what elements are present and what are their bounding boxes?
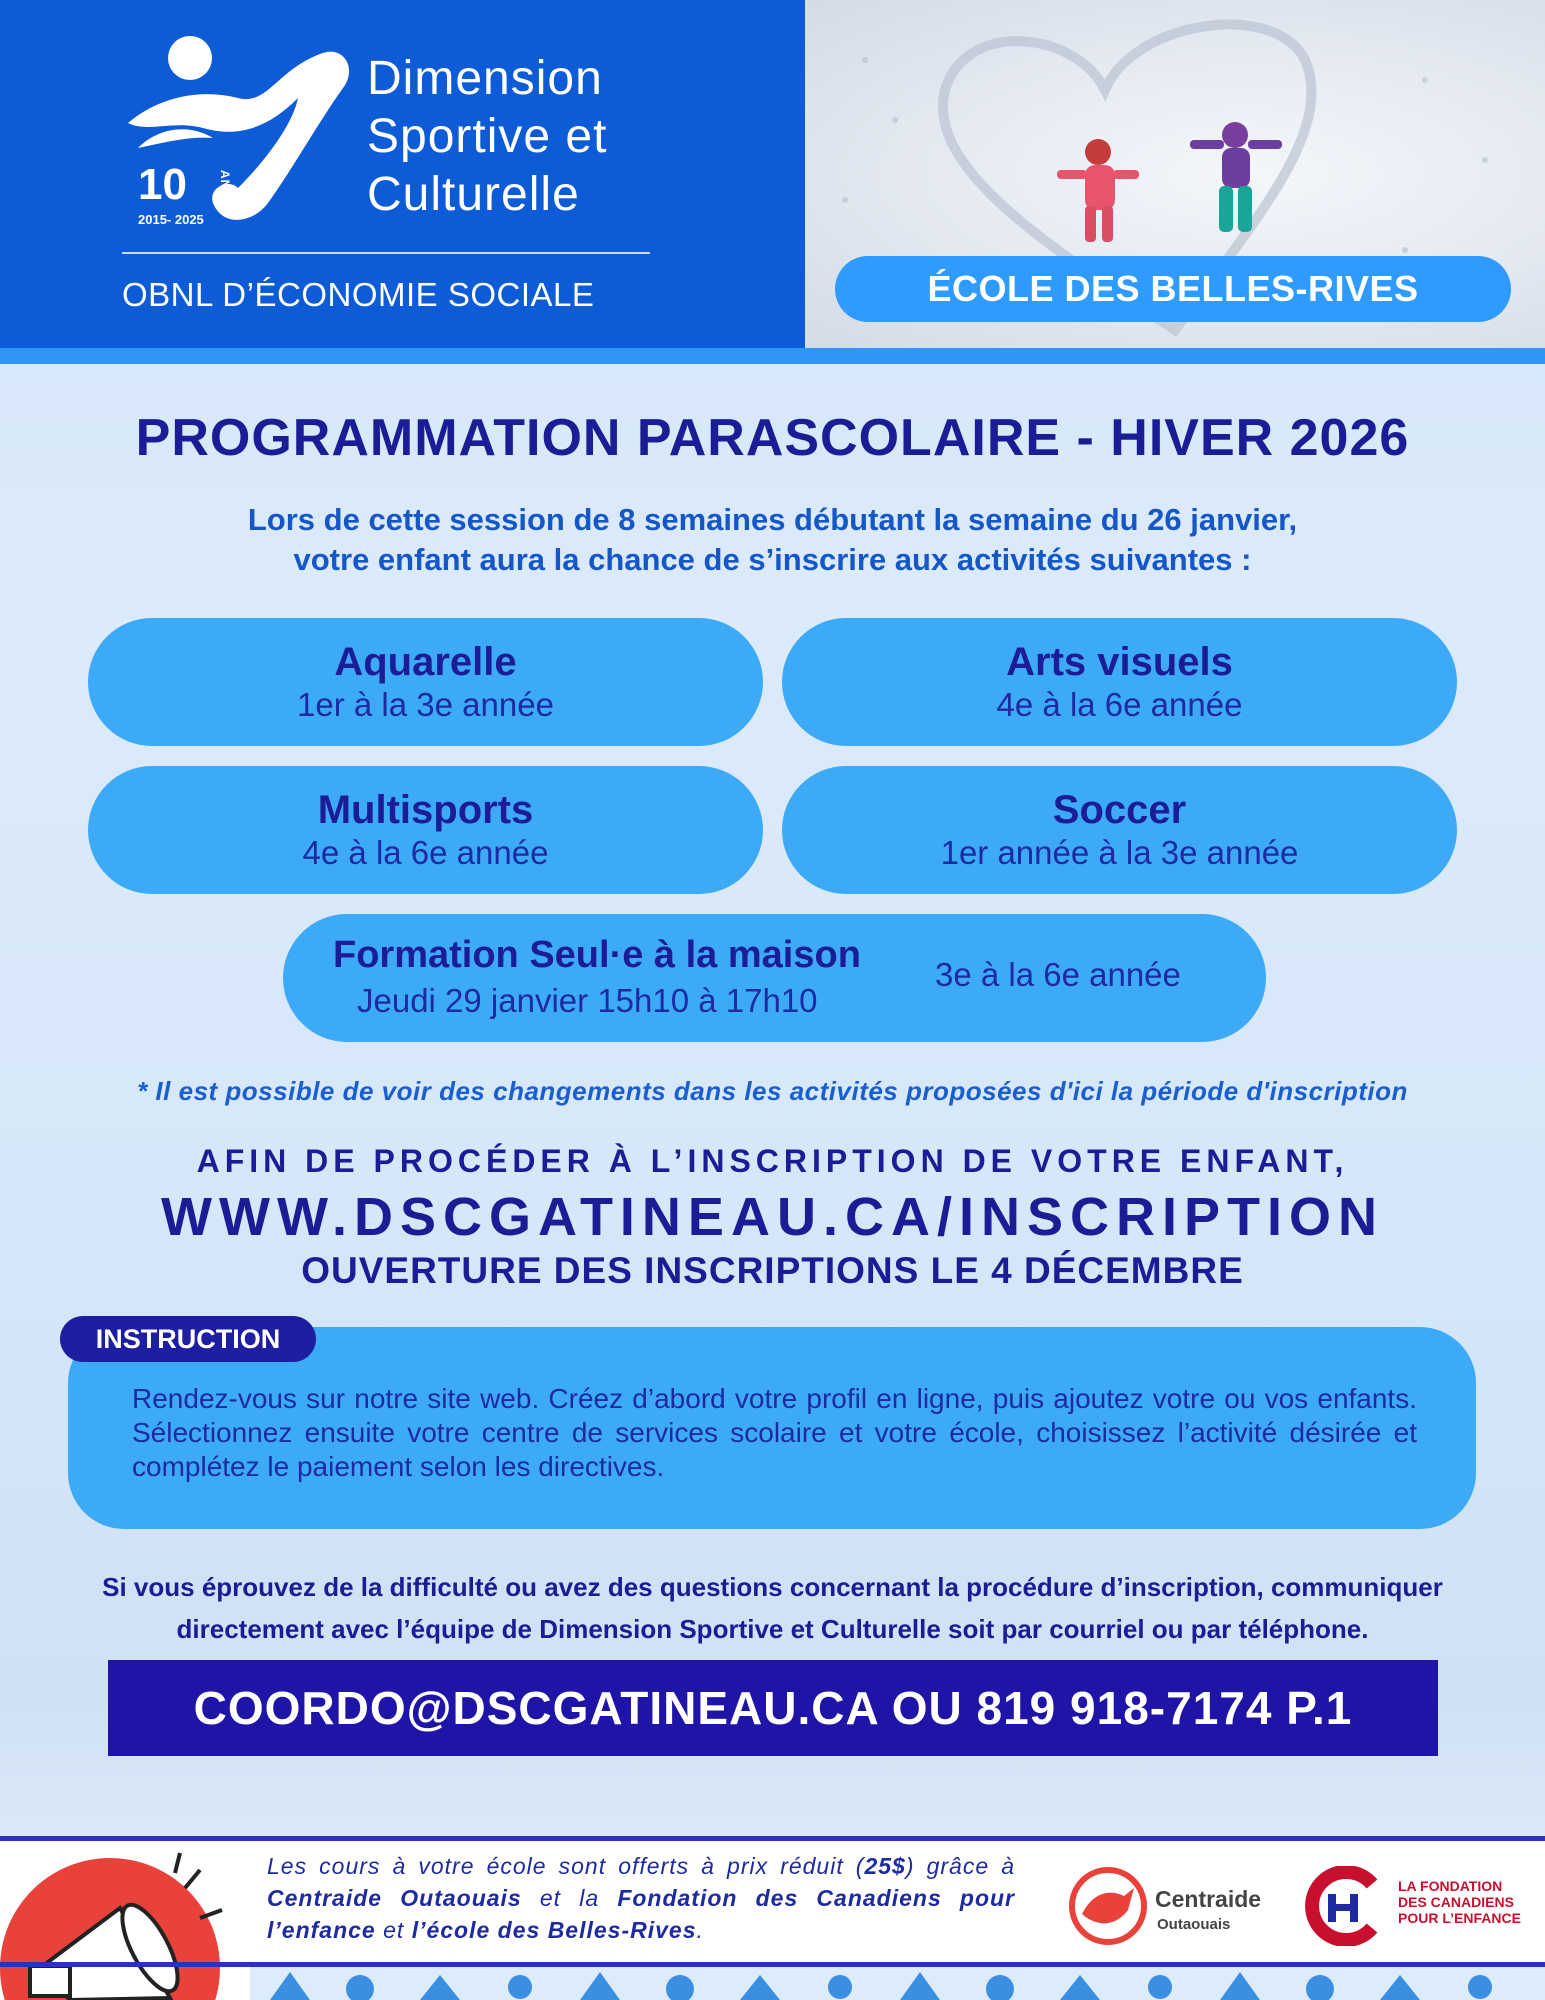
- brand-name-line: Dimension: [367, 52, 603, 105]
- change-notice: * Il est possible de voir des changements dans les activités proposées d'ici la période d'inscription: [137, 1076, 1408, 1106]
- footer-divider: [0, 1836, 1545, 1841]
- centraide-name: Centraide: [1155, 1886, 1262, 1912]
- activity-name: Soccer: [1052, 788, 1187, 832]
- school-name-badge: ÉCOLE DES BELLES-RIVES: [835, 256, 1511, 322]
- canadiens-logo-icon: [1302, 1866, 1387, 1946]
- child-figure-right: [1190, 122, 1282, 232]
- header-band: [0, 348, 1545, 364]
- registration-opening-date: OUVERTURE DES INSCRIPTIONS LE 4 DÉCEMBRE: [301, 1250, 1244, 1291]
- activity-soccer: [782, 766, 1457, 894]
- activity-formation: [283, 914, 1266, 1042]
- brand-name: [367, 50, 607, 224]
- sponsor-text-part: ) grâce à: [905, 1853, 1015, 1879]
- intro-line: votre enfant aura la chance de s’inscrire aux activités suivantes :: [293, 542, 1252, 577]
- activity-multisports: [88, 766, 763, 894]
- help-text: [100, 1566, 1445, 1650]
- intro-line: Lors de cette session de 8 semaines débutant la semaine du 26 janvier,: [247, 502, 1298, 537]
- activity-name: Multisports: [317, 788, 534, 832]
- instruction-tag: INSTRUCTION: [60, 1316, 316, 1362]
- activity-grade: 1er année à la 3e année: [940, 834, 1299, 871]
- brand-name-line: Culturelle: [367, 168, 580, 221]
- formation-grade: 3e à la 6e année: [935, 956, 1181, 993]
- intro-text: [0, 500, 1545, 580]
- activity-name: Arts visuels: [1006, 640, 1233, 684]
- activity-name: Aquarelle: [334, 640, 517, 684]
- activity-aquarelle: [88, 618, 763, 746]
- sponsor-fondation: Fondation des Canadiens pour l’enfance: [267, 1885, 1015, 1943]
- sponsor-price: 25$: [864, 1853, 906, 1879]
- registration-url-link[interactable]: WWW.DSCGATINEAU.CA/INSCRIPTION: [161, 1187, 1384, 1247]
- sponsor-text-part: .: [696, 1917, 704, 1943]
- instruction-text: Rendez-vous sur notre site web. Créez d’abord votre profil en ligne, puis ajoutez votre ou vos enfants. Sélectionnez ensuite votre centre de services scolaire et votre école, choisissez l’activité désirée et complétez le paiement selon les directives.: [132, 1383, 1417, 1482]
- fondation-name-line: DES CANADIENS: [1398, 1894, 1514, 1910]
- sponsor-text-part: et: [375, 1917, 412, 1943]
- fondation-name-line: POUR L’ENFANCE: [1398, 1910, 1521, 1926]
- fondation-name: [1398, 1878, 1521, 1926]
- activity-grade: 4e à la 6e année: [302, 834, 549, 871]
- brand-name-line: Sportive et: [367, 110, 608, 163]
- brand-divider: [122, 252, 650, 254]
- activity-grade: 1er à la 3e année: [297, 686, 554, 723]
- sponsor-text: [267, 1850, 1015, 1946]
- sponsor-school: l’école des Belles-Rives: [411, 1917, 697, 1943]
- sponsor-centraide: Centraide Outaouais: [267, 1885, 522, 1911]
- anniversary-years: 2015- 2025: [138, 212, 204, 227]
- formation-date: Jeudi 29 janvier 15h10 à 17h10: [357, 982, 818, 1019]
- page-title: PROGRAMMATION PARASCOLAIRE - HIVER 2026: [135, 409, 1410, 467]
- brand-tagline: OBNL D’ÉCONOMIE SOCIALE: [122, 276, 595, 313]
- contact-banner[interactable]: COORDO@DSCGATINEAU.CA OU 819 918-7174 P.1: [108, 1660, 1438, 1756]
- child-figure-left: [1057, 139, 1139, 242]
- registration-intro: AFIN DE PROCÉDER À L’INSCRIPTION DE VOTRE ENFANT,: [196, 1143, 1349, 1179]
- anniversary-number: 10: [138, 160, 187, 209]
- centraide-sub: Outaouais: [1157, 1916, 1231, 1933]
- snowflake-pattern-icon: [250, 1967, 1545, 2000]
- help-line: Si vous éprouvez de la difficulté ou avez des questions concernant la procédure d’inscription, communiquer: [102, 1572, 1443, 1602]
- help-line: directement avec l’équipe de Dimension Sportive et Culturelle soit par courriel ou par téléphone.: [176, 1614, 1369, 1644]
- sponsor-text-part: Les cours à votre école sont offerts à prix réduit (: [267, 1853, 865, 1879]
- activity-arts-visuels: [782, 618, 1457, 746]
- fondation-name-line: LA FONDATION: [1398, 1878, 1503, 1894]
- formation-name: Formation Seul·e à la maison: [333, 934, 861, 976]
- megaphone-icon: [0, 1848, 240, 2000]
- activity-grade: 4e à la 6e année: [996, 686, 1243, 723]
- sponsor-text-part: et la: [521, 1885, 618, 1911]
- anniversary-word: ANS: [218, 170, 232, 199]
